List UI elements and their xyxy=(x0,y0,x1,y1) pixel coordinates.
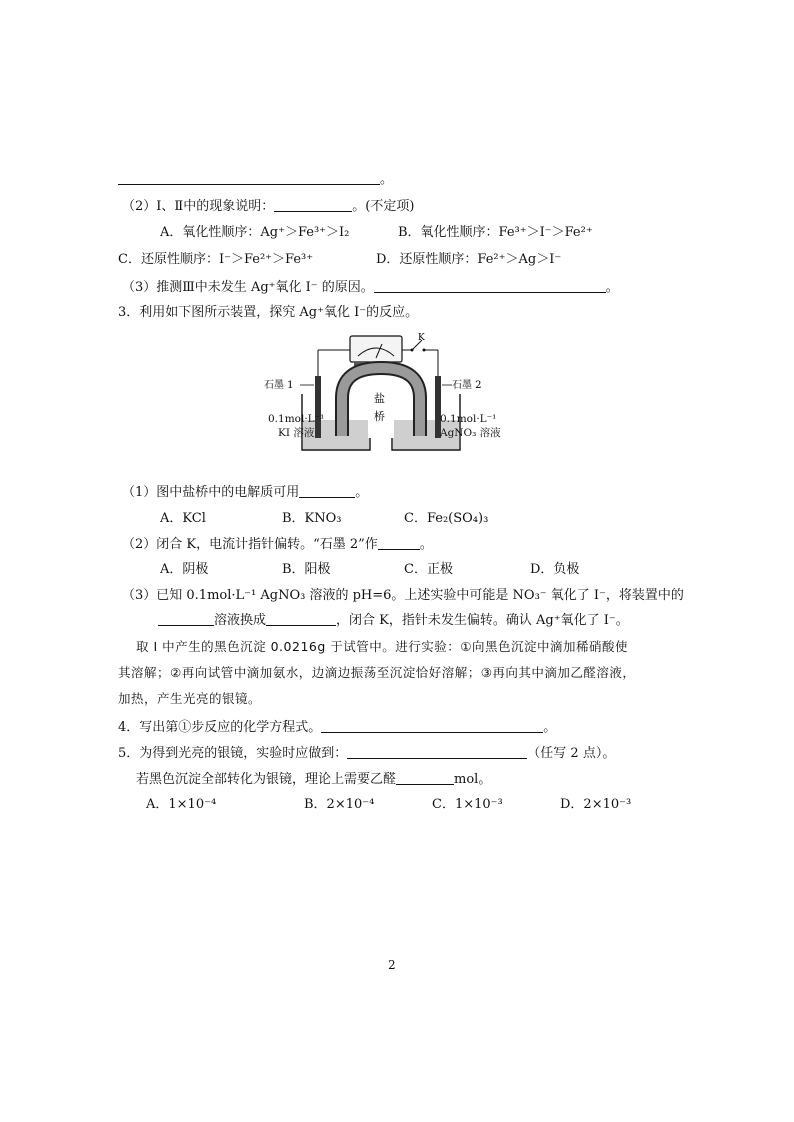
svg-text:桥: 桥 xyxy=(374,410,385,423)
q5-option-d: D．2×10⁻³ xyxy=(560,797,632,812)
answer-blank[interactable] xyxy=(321,718,543,733)
question-5-line2: 若黑色沉淀全部转化为银镜，理论上需要乙醛 mol。 xyxy=(136,772,492,787)
q3-2-option-a: A．阴极 xyxy=(160,562,209,577)
experiment-paragraph-2: 其溶解；②再向试管中滴加氨水，边滴边振荡至沉淀恰好溶解；③再向其中滴加乙醛溶液， xyxy=(118,665,636,680)
q2-option-d: D．还原性顺序：Fe²⁺＞Ag＞I⁻ xyxy=(376,252,562,267)
answer-blank[interactable] xyxy=(274,197,352,212)
answer-blank[interactable] xyxy=(299,483,355,498)
experiment-paragraph-1: 取 I 中产生的黑色沉淀 0.0216g 于试管中。进行实验：①向黑色沉淀中滴加稀硝酸使 xyxy=(136,639,628,654)
q3-2-option-c: C．正极 xyxy=(404,562,453,577)
question-3-1: （1）图中盐桥中的电解质可用 。 xyxy=(122,485,369,500)
answer-blank[interactable] xyxy=(396,770,454,785)
q5-option-b: B．2×10⁻⁴ xyxy=(304,797,375,812)
answer-blank[interactable] xyxy=(347,744,527,759)
svg-text:盐: 盐 xyxy=(374,392,385,405)
switch-label: K xyxy=(418,333,425,343)
q5-option-c: C．1×10⁻³ xyxy=(432,797,503,812)
q5-option-a: A．1×10⁻⁴ xyxy=(146,797,217,812)
question-4: 4．写出第①步反应的化学方程式。 。 xyxy=(118,720,557,735)
answer-blank[interactable] xyxy=(374,278,606,293)
q3-1-option-c: C．Fe₂(SO₄)₃ xyxy=(404,511,489,526)
left-solution-label: 0.1mol·L⁻¹ KI 溶液 xyxy=(268,413,325,439)
answer-blank[interactable] xyxy=(378,535,420,550)
question-5: 5．为得到光亮的银镜，实验时应做到： （任写 2 点）。 xyxy=(118,746,616,761)
answer-blank[interactable] xyxy=(158,611,214,626)
q2-option-b: B．氧化性顺序：Fe³⁺＞I⁻＞Fe²⁺ xyxy=(398,225,593,240)
answer-blank[interactable] xyxy=(118,170,380,185)
question-3-3-line1: （3）已知 0.1mol·L⁻¹ AgNO₃ 溶液的 pH=6。上述实验中可能是 NO₃⁻ 氧化了 I⁻，将装置中的 xyxy=(122,588,684,603)
q2-option-c: C．还原性顺序：I⁻＞Fe²⁺＞Fe³⁺ xyxy=(118,252,314,267)
answer-blank[interactable] xyxy=(266,611,336,626)
question-3-3-line2: 溶液换成 ，闭合 K，指针未发生偏转。确认 Ag⁺氧化了 I⁻。 xyxy=(158,611,629,630)
q3-2-option-b: B．阳极 xyxy=(282,562,331,577)
q2-option-a: A．氧化性顺序：Ag⁺＞Fe³⁺＞I₂ xyxy=(160,225,350,240)
question-2: （2）Ⅰ、Ⅱ中的现象说明： 。(不定项) xyxy=(122,199,415,214)
q3-1-option-b: B．KNO₃ xyxy=(282,511,342,526)
q3-2-option-d: D．负极 xyxy=(530,562,580,577)
page-number: 2 xyxy=(388,958,396,972)
question-3-2: （2）闭合 K，电流计指针偏转。“石墨 2”作 。 xyxy=(122,537,433,552)
experiment-paragraph-3: 加热，产生光亮的银镜。 xyxy=(118,691,262,706)
q3-1-option-a: A．KCl xyxy=(160,511,206,526)
left-electrode-label: 石墨 1 xyxy=(264,380,294,391)
right-electrode-label: 石墨 2 xyxy=(452,380,482,391)
question-3: （3）推测Ⅲ中未发生 Ag⁺氧化 I⁻ 的原因。 。 xyxy=(122,280,619,295)
top-answer-line: 。 xyxy=(118,170,393,189)
section-3-title: 3．利用如下图所示装置，探究 Ag⁺氧化 I⁻的反应。 xyxy=(118,305,419,320)
right-solution-label: 0.1mol·L⁻¹ AgNO₃ 溶液 xyxy=(440,413,501,439)
galvanometer-icon xyxy=(350,336,402,362)
